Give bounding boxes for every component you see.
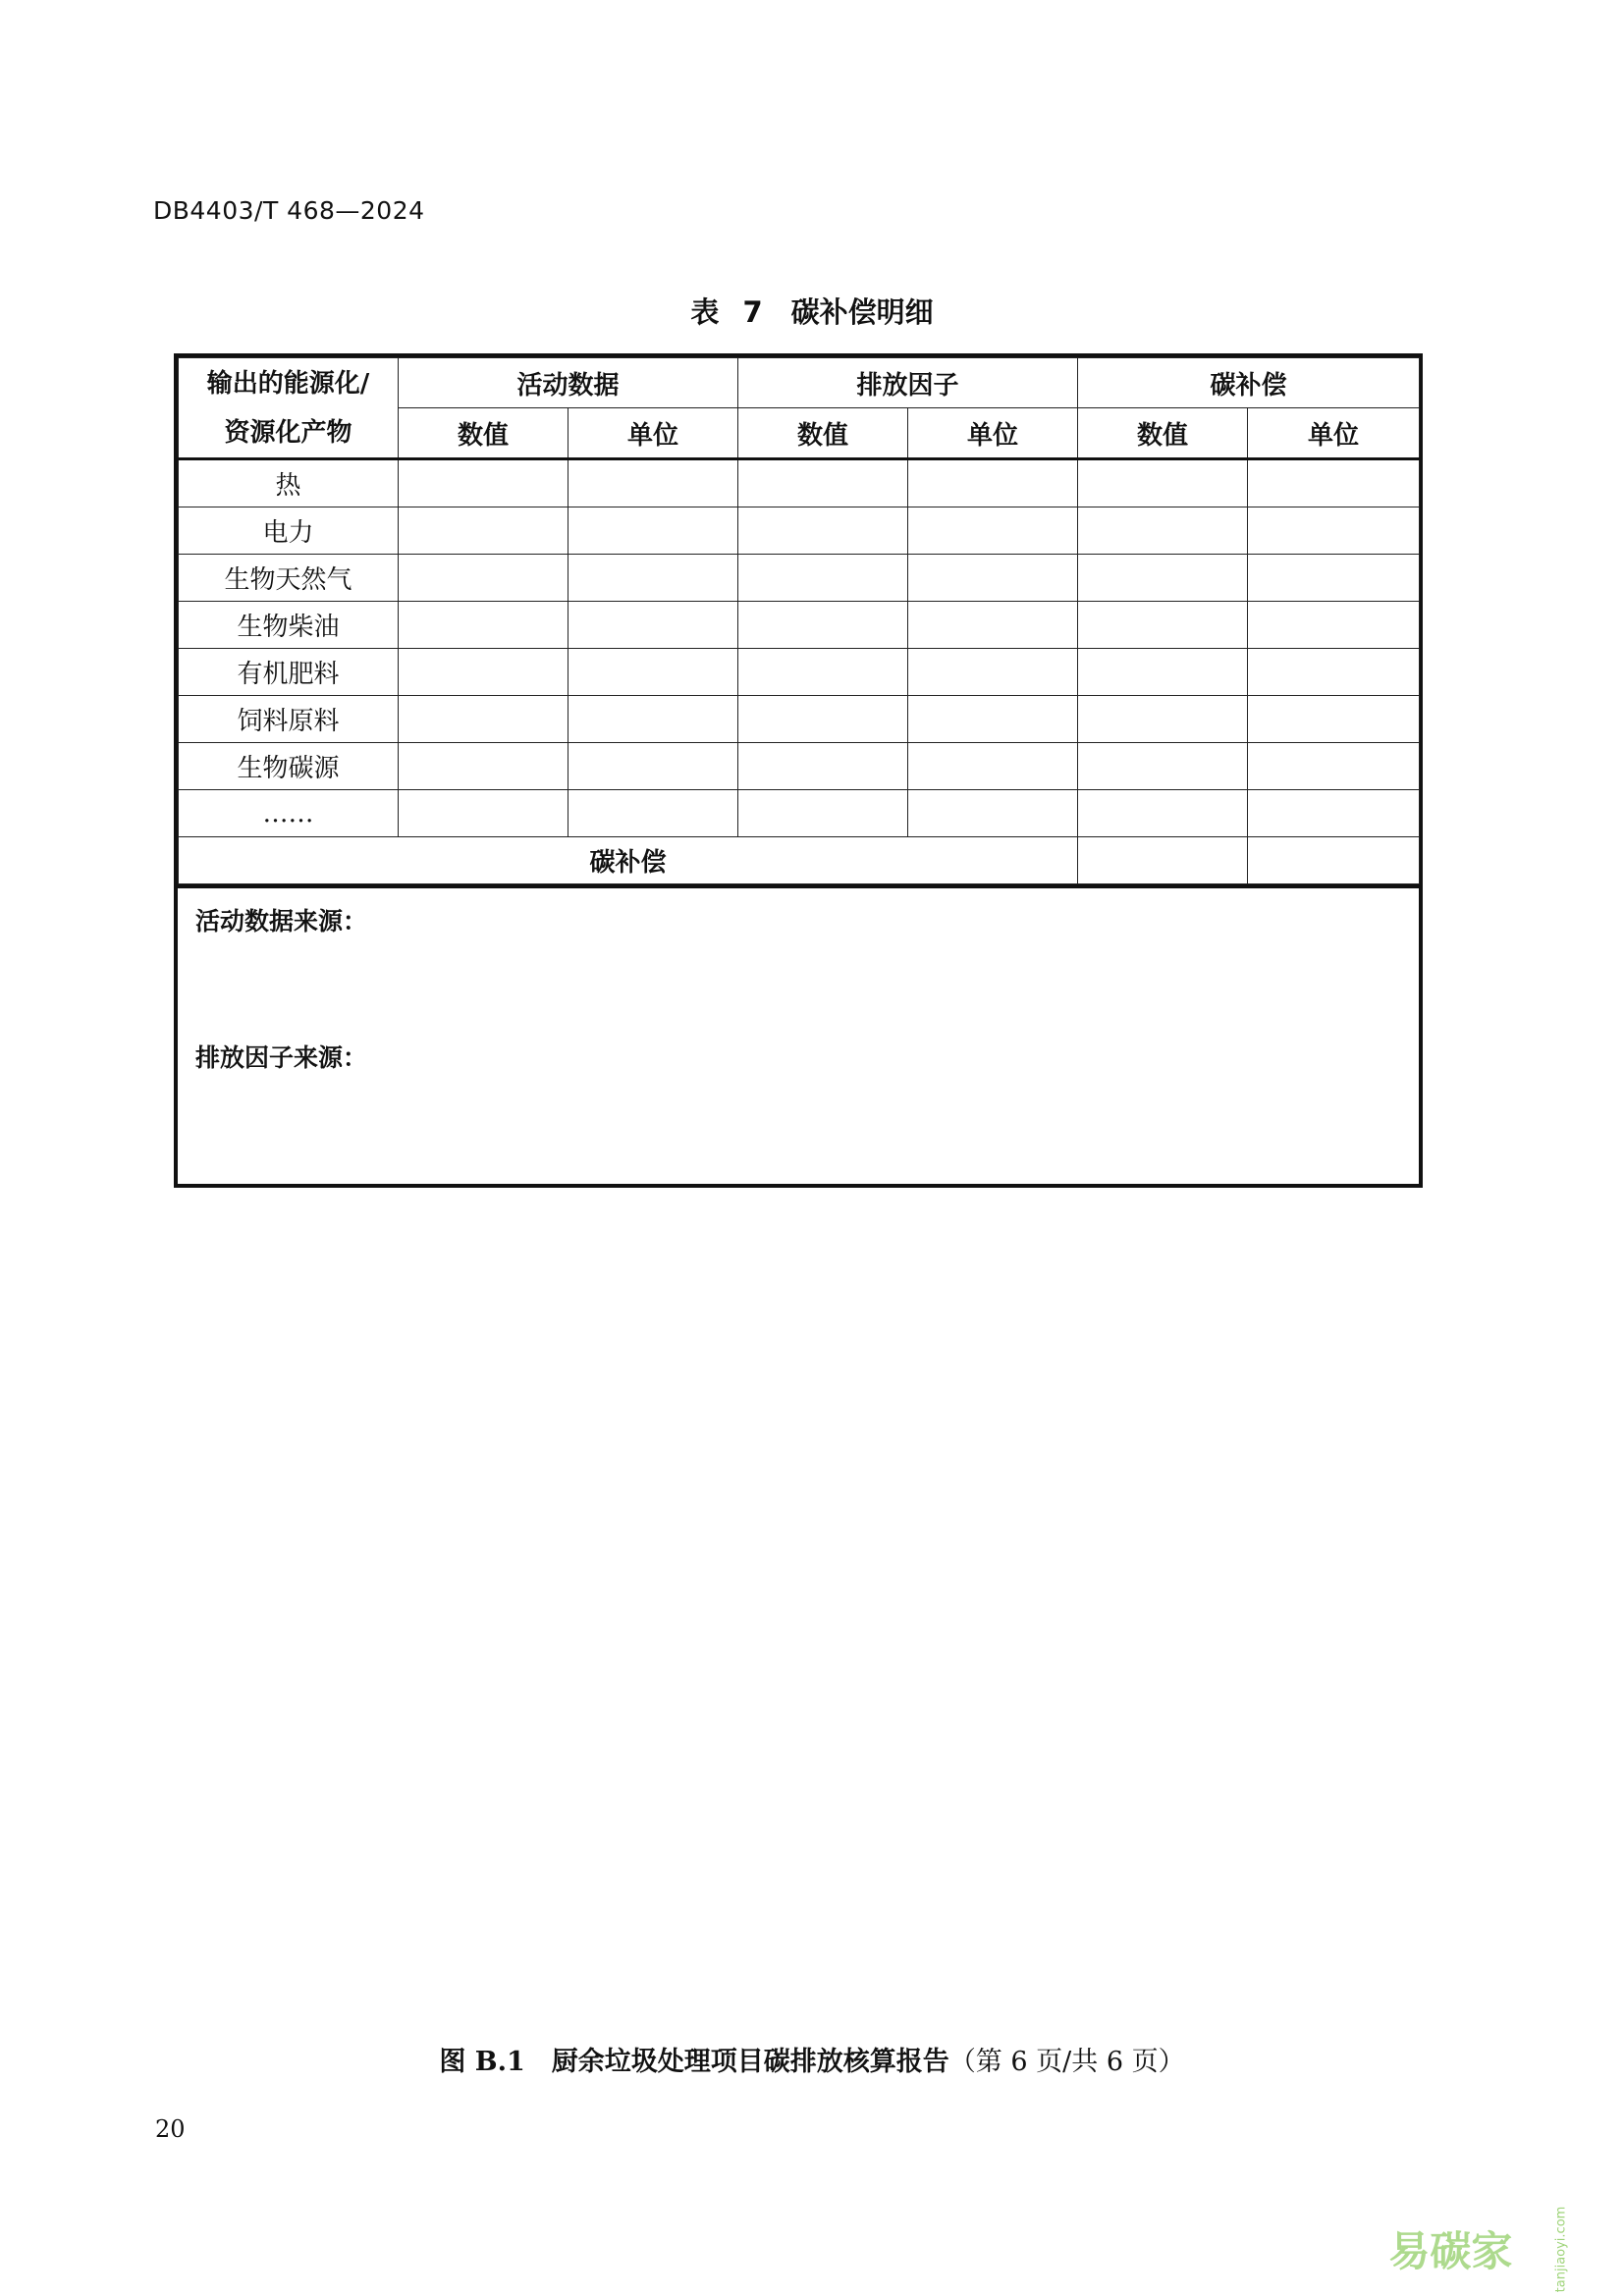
table-cell[interactable] xyxy=(399,696,568,743)
carbon-offset-table xyxy=(174,353,1423,1188)
table-cell[interactable] xyxy=(738,790,908,837)
table-cell[interactable] xyxy=(1248,790,1420,837)
table-row xyxy=(179,696,1420,743)
table-cell[interactable] xyxy=(738,555,908,602)
row-label: 有机肥料 xyxy=(179,649,399,696)
product-header-line-2: 资源化产物 xyxy=(224,417,352,448)
table-cell[interactable] xyxy=(568,459,738,507)
table-cell[interactable] xyxy=(399,743,568,790)
table-cell[interactable] xyxy=(1078,459,1248,507)
table-cell[interactable] xyxy=(1248,743,1420,790)
table-cell[interactable] xyxy=(1078,696,1248,743)
row-label: …… xyxy=(179,790,399,837)
figure-caption-main: 图 B.1 厨余垃圾处理项目碳排放核算报告 xyxy=(439,2047,949,2077)
watermark-text: 易碳家 xyxy=(1388,2227,1513,2275)
row-label: 电力 xyxy=(179,507,399,555)
table-cell[interactable] xyxy=(738,507,908,555)
row-label: 生物碳源 xyxy=(179,743,399,790)
table-row xyxy=(179,507,1420,555)
table-cell[interactable] xyxy=(738,696,908,743)
table-cell[interactable] xyxy=(399,649,568,696)
total-label: 碳补偿 xyxy=(179,837,1078,884)
table-row xyxy=(179,602,1420,649)
table-cell[interactable] xyxy=(1078,555,1248,602)
table-cell[interactable] xyxy=(1248,696,1420,743)
table-cell[interactable] xyxy=(1248,507,1420,555)
row-label: 生物柴油 xyxy=(179,602,399,649)
table-cell[interactable] xyxy=(908,555,1078,602)
table-cell[interactable] xyxy=(738,602,908,649)
table-cell[interactable] xyxy=(399,507,568,555)
group-header-activity-data: 活动数据 xyxy=(399,358,738,408)
table-cell[interactable] xyxy=(908,743,1078,790)
table-cell[interactable] xyxy=(399,602,568,649)
row-label: 生物天然气 xyxy=(179,555,399,602)
group-header-emission-factor: 排放因子 xyxy=(738,358,1078,408)
table-cell[interactable] xyxy=(568,555,738,602)
sub-header-unit: 单位 xyxy=(908,408,1078,459)
page-number: 20 xyxy=(155,2115,186,2143)
table-cell[interactable] xyxy=(738,459,908,507)
watermark-logo xyxy=(1388,2206,1604,2292)
detail-table xyxy=(178,357,1420,884)
table-cell[interactable] xyxy=(908,790,1078,837)
table-header-row-1 xyxy=(179,358,1420,408)
table-cell[interactable] xyxy=(568,507,738,555)
sub-header-value: 数值 xyxy=(399,408,568,459)
table-cell[interactable] xyxy=(738,649,908,696)
table-title: 表 7 碳补偿明细 xyxy=(690,295,934,329)
table-row xyxy=(179,743,1420,790)
table-cell[interactable] xyxy=(1248,602,1420,649)
figure-caption-page-info: （第 6 页/共 6 页） xyxy=(948,2047,1185,2077)
product-column-header xyxy=(179,358,399,459)
table-cell[interactable] xyxy=(1248,649,1420,696)
table-cell[interactable] xyxy=(568,743,738,790)
row-label: 热 xyxy=(179,459,399,507)
activity-data-source-label: 活动数据来源： xyxy=(195,907,368,935)
table-row xyxy=(179,649,1420,696)
group-header-carbon-offset: 碳补偿 xyxy=(1078,358,1420,408)
table-cell[interactable] xyxy=(908,459,1078,507)
product-header-line-1: 输出的能源化/ xyxy=(206,368,370,399)
table-cell[interactable] xyxy=(399,790,568,837)
table-cell[interactable] xyxy=(738,743,908,790)
sub-header-value: 数值 xyxy=(738,408,908,459)
table-cell[interactable] xyxy=(908,649,1078,696)
sub-header-unit: 单位 xyxy=(1248,408,1420,459)
table-cell[interactable] xyxy=(1078,649,1248,696)
table-cell[interactable] xyxy=(568,602,738,649)
notes-section xyxy=(178,884,1419,1172)
table-cell[interactable] xyxy=(568,696,738,743)
table-cell[interactable] xyxy=(908,696,1078,743)
table-cell[interactable] xyxy=(1078,507,1248,555)
table-cell[interactable] xyxy=(908,602,1078,649)
table-row xyxy=(179,790,1420,837)
watermark-subtext: tanjiaoyi.com xyxy=(1553,2206,1569,2292)
table-cell[interactable] xyxy=(568,790,738,837)
table-cell[interactable] xyxy=(908,507,1078,555)
table-row xyxy=(179,459,1420,507)
total-value-cell[interactable] xyxy=(1078,837,1248,884)
table-cell[interactable] xyxy=(399,459,568,507)
table-cell[interactable] xyxy=(1078,602,1248,649)
table-cell[interactable] xyxy=(1248,459,1420,507)
table-cell[interactable] xyxy=(1078,790,1248,837)
table-cell[interactable] xyxy=(568,649,738,696)
table-cell[interactable] xyxy=(1078,743,1248,790)
total-unit-cell[interactable] xyxy=(1248,837,1420,884)
figure-caption xyxy=(0,2040,1624,2078)
sub-header-unit: 单位 xyxy=(568,408,738,459)
table-cell[interactable] xyxy=(399,555,568,602)
table-cell[interactable] xyxy=(1248,555,1420,602)
document-code: DB4403/T 468—2024 xyxy=(153,196,425,225)
sub-header-value: 数值 xyxy=(1078,408,1248,459)
total-row xyxy=(179,837,1420,884)
row-label: 饲料原料 xyxy=(179,696,399,743)
emission-factor-source-label: 排放因子来源： xyxy=(195,1043,368,1072)
table-row xyxy=(179,555,1420,602)
